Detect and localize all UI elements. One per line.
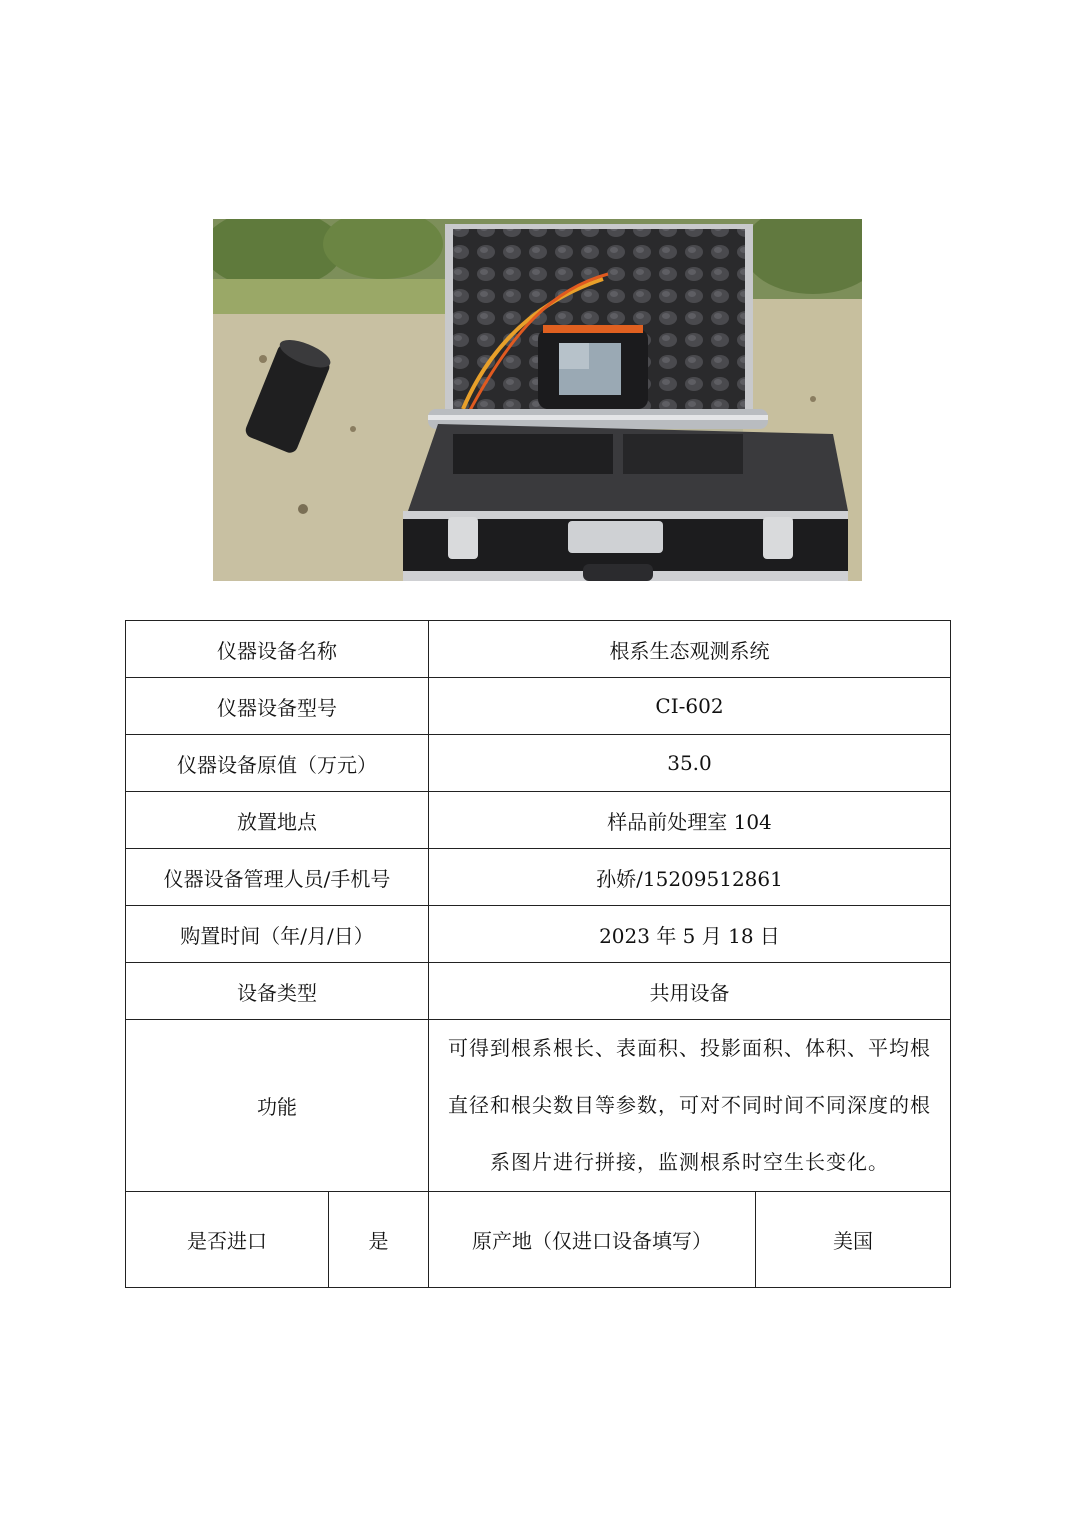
label-cell: 仪器设备型号: [126, 678, 429, 735]
label-cell: 放置地点: [126, 792, 429, 849]
row-model: [126, 678, 951, 735]
function-line: 系图片进行拼接，监测根系时空生长变化。: [490, 1150, 889, 1174]
row-manager: [126, 849, 951, 906]
label-cell: 仪器设备管理人员/手机号: [126, 849, 429, 906]
equipment-info-table: [125, 620, 951, 1288]
value-cell: 孙娇/15209512861: [429, 849, 951, 906]
label-cell: 是否进口: [126, 1192, 329, 1288]
value-cell: 样品前处理室 104: [429, 792, 951, 849]
function-line: 可得到根系根长、表面积、投影面积、体积、平均根: [448, 1036, 931, 1060]
label-cell: 购置时间（年/月/日）: [126, 906, 429, 963]
row-purchase-date: [126, 906, 951, 963]
value-cell: 共用设备: [429, 963, 951, 1020]
value-cell: 根系生态观测系统: [429, 621, 951, 678]
value-cell: 美国: [756, 1192, 951, 1288]
function-line: 直径和根尖数目等参数，可对不同时间不同深度的根: [448, 1093, 931, 1117]
row-location: [126, 792, 951, 849]
root-observation-system-photo-icon: [213, 219, 862, 581]
value-cell: CI-602: [429, 678, 951, 735]
equipment-photo: [213, 219, 862, 581]
label-cell: 功能: [126, 1020, 429, 1192]
row-import: [126, 1192, 951, 1288]
row-function: [126, 1020, 951, 1192]
label-cell: 仪器设备原值（万元）: [126, 735, 429, 792]
value-cell: 35.0: [429, 735, 951, 792]
label-cell: 仪器设备名称: [126, 621, 429, 678]
function-description: [429, 1020, 951, 1192]
row-name: [126, 621, 951, 678]
label-cell: 设备类型: [126, 963, 429, 1020]
row-type: [126, 963, 951, 1020]
value-cell: 是: [329, 1192, 429, 1288]
value-cell: 2023 年 5 月 18 日: [429, 906, 951, 963]
row-price: [126, 735, 951, 792]
label-cell: 原产地（仅进口设备填写）: [429, 1192, 756, 1288]
